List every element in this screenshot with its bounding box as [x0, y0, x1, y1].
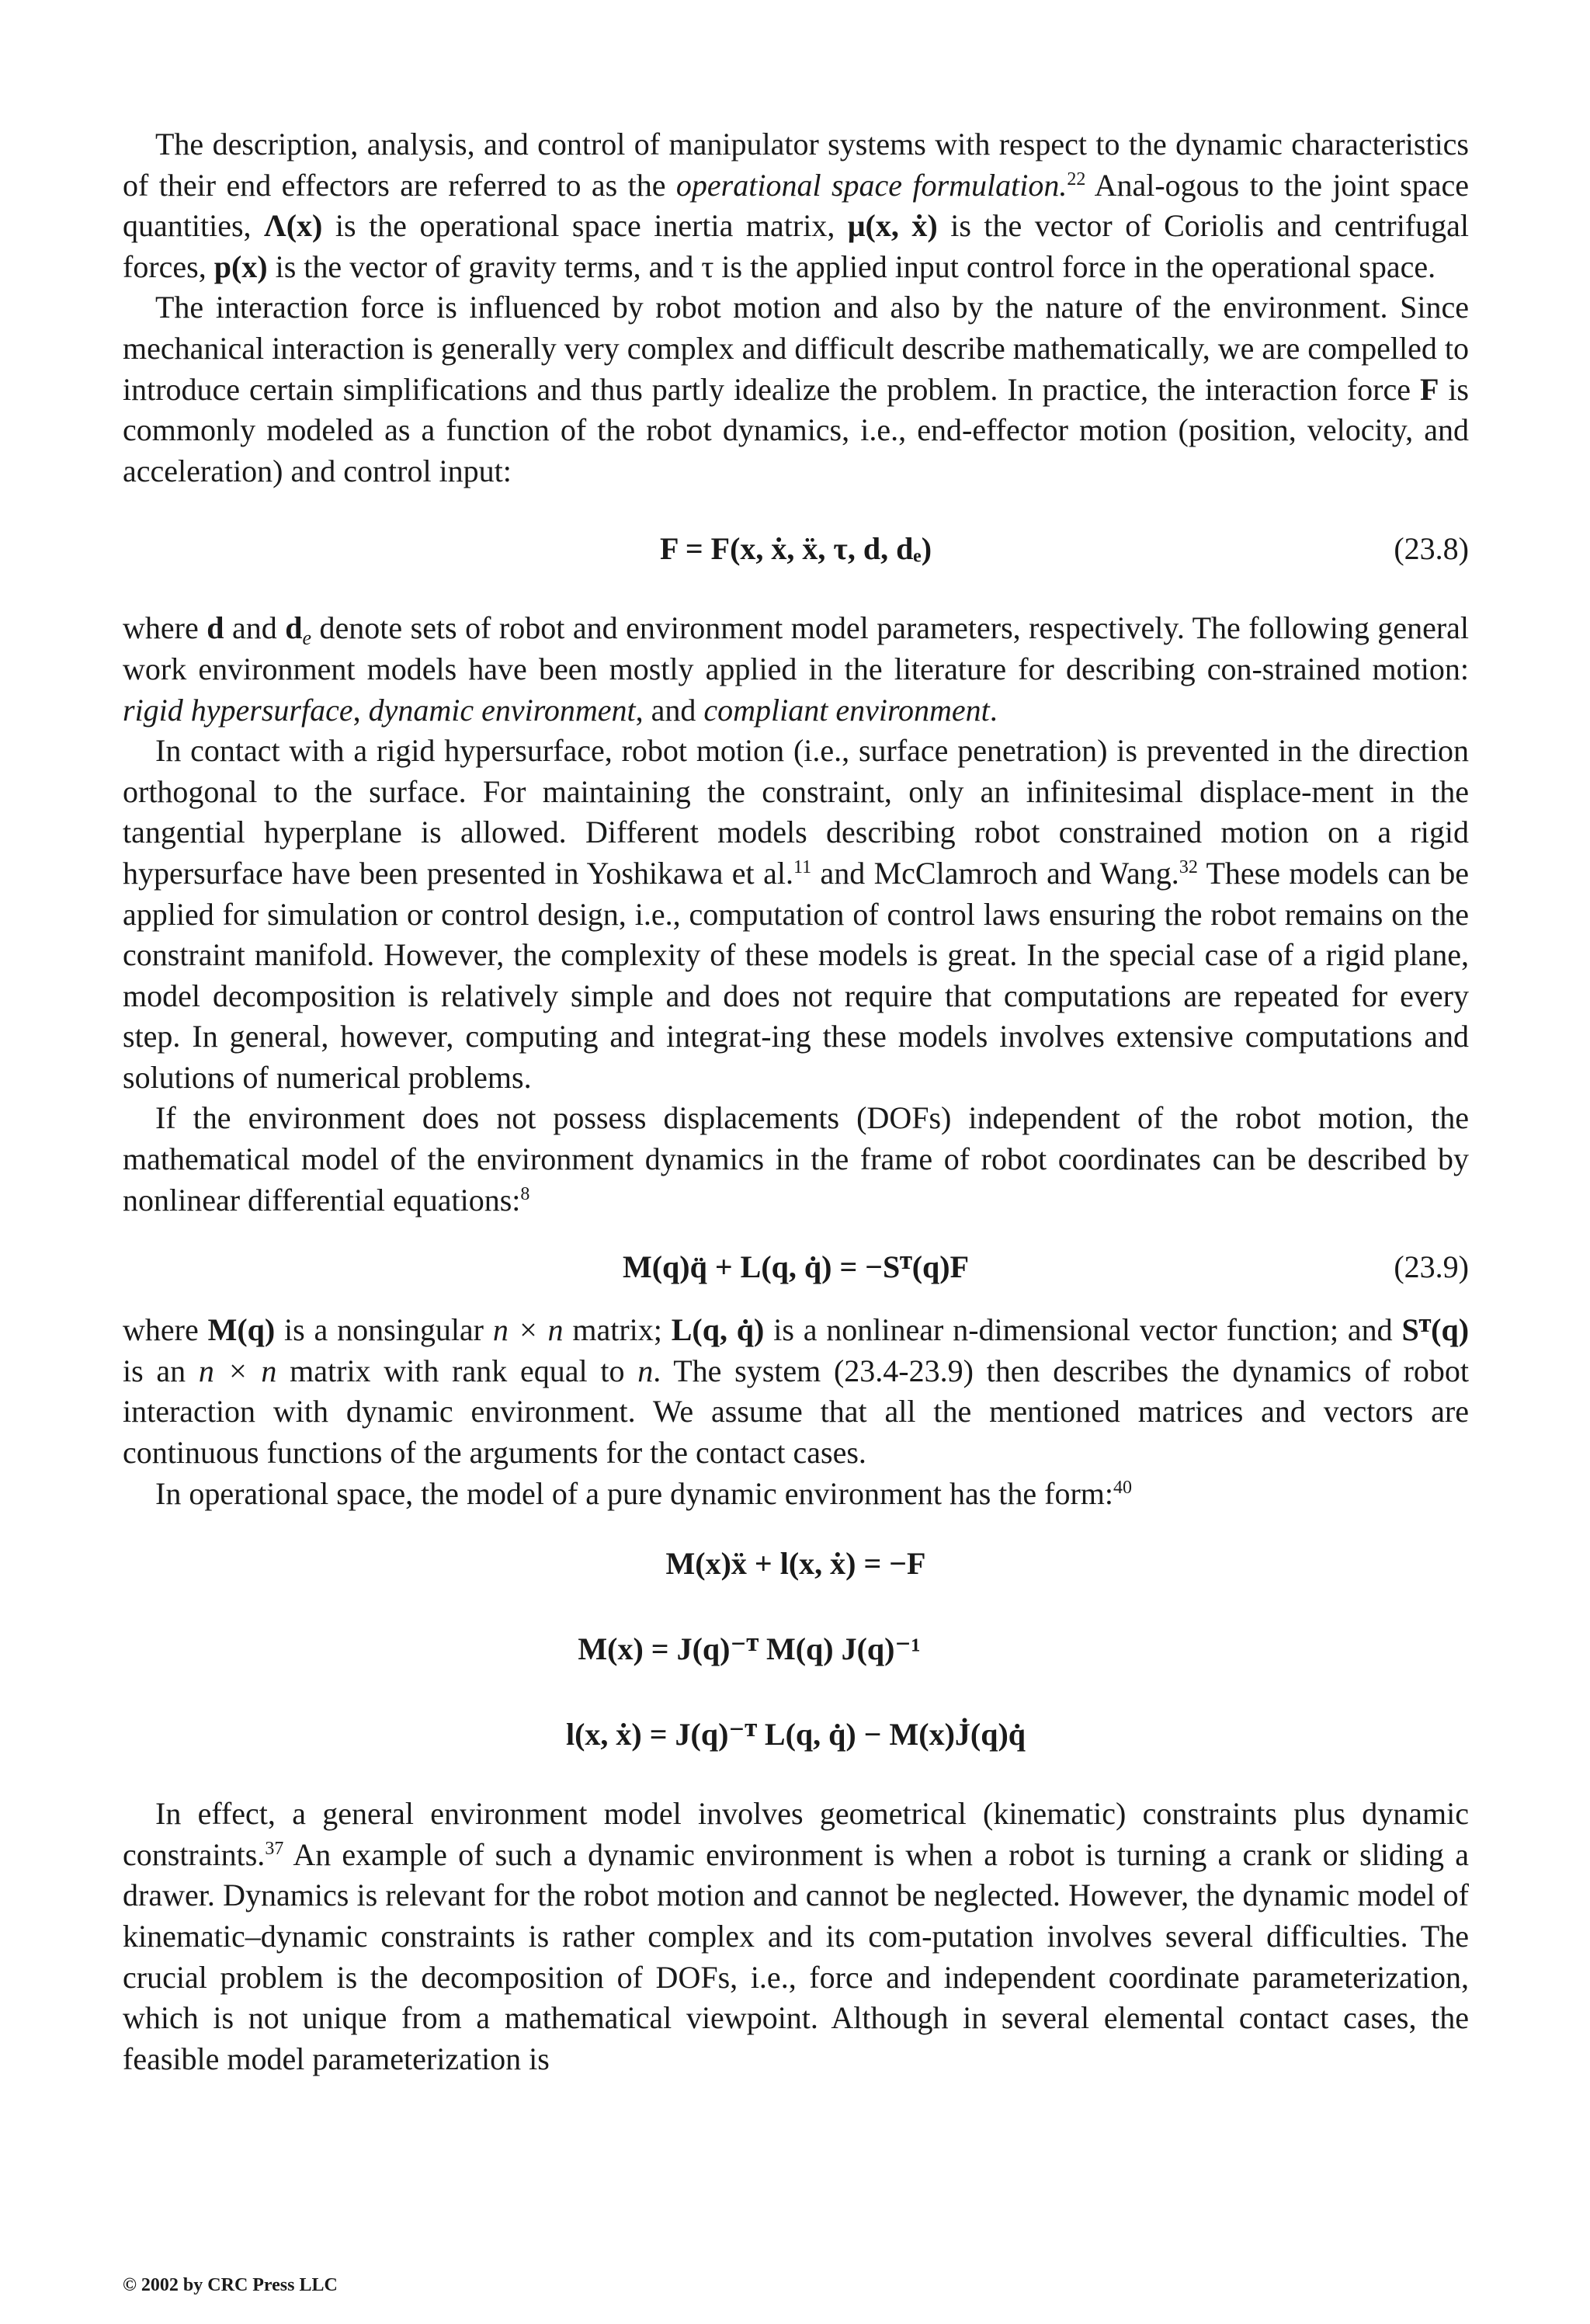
- text: is an: [123, 1353, 199, 1388]
- text: ,: [352, 692, 369, 728]
- page-body: [123, 124, 1469, 2079]
- paragraph-environment-dynamics: [123, 1098, 1469, 1221]
- text: If the environment does not possess displacements (DOFs) independent of the robot motion, the mathematical model of the environment dynamics in the frame of robot coordinates can be described by nonlinear differential equations:: [123, 1100, 1469, 1218]
- paragraph-operational-model: [123, 1474, 1469, 1515]
- reference: 37: [265, 1838, 284, 1859]
- text: is commonly modeled as a function of the robot dynamics, i.e., end-effector motion (position, velocity, and acceleration) and control input:: [123, 371, 1469, 488]
- equation-23-9: [123, 1221, 1469, 1310]
- text: .: [989, 692, 998, 728]
- equation-block-environment: [123, 1514, 1469, 1794]
- equation-number: (23.8): [1394, 531, 1469, 567]
- reference: 40: [1113, 1477, 1133, 1498]
- text: is a nonsingular: [275, 1312, 493, 1348]
- text: In contact with a rigid hypersurface, robot motion (i.e., surface penetration) is prevented in the direction orthogonal to the surface. For maintaining the constraint, only an infinitesimal displace-ment in the tangential hyperplane is allowed. Different models describing robot constrained motion on a rigid hypersurface have been presented in Yoshikawa et al.: [123, 733, 1469, 891]
- math-nxn: n × n: [198, 1353, 277, 1388]
- text: is a nonlinear n-dimensional vector function; and: [764, 1312, 1402, 1348]
- math-p: p(x): [214, 248, 268, 284]
- math-lambda: Λ(x): [264, 208, 323, 244]
- equation-body: M(q)q̈ + L(q, q̇) = −Sᵀ(q)F: [622, 1249, 970, 1285]
- math-M: M(q): [207, 1312, 276, 1348]
- text: . The system (23.4-23.9) then describes the dynamics of robot interaction with dynamic environment. We assume that all the mentioned matrices and vectors are continuous functions of the arguments for the contact cases.: [123, 1353, 1470, 1471]
- equation-number: (23.9): [1394, 1249, 1469, 1285]
- text: denote sets of robot and environment model parameters, respectively. The following general work environment models have been mostly applied in the literature for describing con-strained motion:: [123, 610, 1470, 686]
- math-n: n: [637, 1353, 654, 1388]
- reference: 11: [793, 856, 812, 877]
- subscript: e: [302, 627, 312, 650]
- equation-line: M(x) = J(q)⁻ᵀ M(q) J(q)⁻¹: [578, 1631, 921, 1667]
- text: matrix;: [563, 1312, 672, 1348]
- paragraph-general-model: [123, 1794, 1469, 2079]
- math-L: L(q, q̇): [671, 1312, 765, 1348]
- paragraph-operational-space: [123, 124, 1469, 287]
- text: In operational space, the model of a pure dynamic environment has the form:: [155, 1475, 1114, 1511]
- text: and McClamroch and Wang.: [811, 855, 1179, 891]
- paragraph-rigid-hypersurface: [123, 731, 1469, 1098]
- text: and: [224, 610, 286, 646]
- equation-body: F = F(x, ẋ, ẍ, τ, d, dₑ): [659, 531, 932, 567]
- math-nxn: n × n: [492, 1312, 564, 1348]
- text: These models can be applied for simulation or control design, i.e., computation of control laws ensuring the robot remains on the constraint manifold. However, the complexity of these models is great. In the special case of a rigid plane, model decomposition is relatively simple and does not require that computations are repeated for every step. In general, however, computing and integrat-ing these models involves extensive computations and solutions of numerical problems.: [123, 855, 1470, 1095]
- equation-line: M(x)ẍ + l(x, ẋ) = −F: [665, 1546, 926, 1582]
- text: is the vector of Coriolis and centrifugal forces,: [123, 208, 1469, 284]
- text: is the vector of gravity terms, and τ is the applied input control force in the operational space.: [267, 248, 1436, 284]
- math-mu: μ(x, ẋ): [847, 208, 938, 244]
- paragraph-matrix-definitions: [123, 1310, 1469, 1473]
- text: An example of such a dynamic environment is when a robot is turning a crank or sliding a drawer. Dynamics is relevant for the robot motion and cannot be neglected. However, the dynamic model of kinematic–dynamic constraints is rather complex and its com-putation involves several difficulties. The crucial problem is the decomposition of DOFs, i.e., force and independent coordinate parameterization, which is not unique from a mathematical viewpoint. Although in several elemental contact cases, the feasible model parameterization is: [123, 1836, 1469, 2076]
- paragraph-parameters: [123, 608, 1469, 731]
- term: compliant environment: [703, 692, 990, 728]
- math-d: d: [207, 610, 224, 646]
- equation-line: l(x, ẋ) = J(q)⁻ᵀ L(q, q̇) − M(x)J̇(q)q̇: [565, 1717, 1026, 1753]
- text: , and: [635, 692, 704, 728]
- math-ST: Sᵀ(q): [1401, 1312, 1470, 1348]
- text: where: [123, 610, 207, 646]
- text: Anal-ogous to the joint space quantities,: [123, 167, 1469, 244]
- term: dynamic environment: [368, 692, 636, 728]
- text: The description, analysis, and control of manipulator systems with respect to the dynamic characteristics of their end effectors are referred to as the: [123, 127, 1469, 203]
- text: is the operational space inertia matrix,: [322, 208, 848, 244]
- term: rigid hypersurface: [123, 692, 353, 728]
- text: In effect, a general environment model involves geometrical (kinematic) constraints plus dynamic constraints.: [123, 1796, 1469, 1872]
- text: where: [123, 1312, 208, 1348]
- math-F: F: [1419, 371, 1439, 407]
- reference: 32: [1179, 856, 1198, 877]
- text: matrix with rank equal to: [276, 1353, 638, 1388]
- term: operational space formulation.: [675, 167, 1068, 203]
- reference: 22: [1067, 168, 1086, 189]
- copyright-footer: © 2002 by CRC Press LLC: [123, 2275, 338, 2295]
- text: The interaction force is influenced by robot motion and also by the nature of the environment. Since mechanical interaction is generally very complex and difficult describe mathematically, we are compelled to introduce certain simplifications and thus partly idealize the problem. In practice, the interaction force: [123, 290, 1469, 407]
- paragraph-interaction-force: [123, 287, 1469, 492]
- math-de: d: [285, 610, 303, 646]
- reference: 8: [520, 1183, 530, 1204]
- equation-23-8: [123, 492, 1469, 608]
